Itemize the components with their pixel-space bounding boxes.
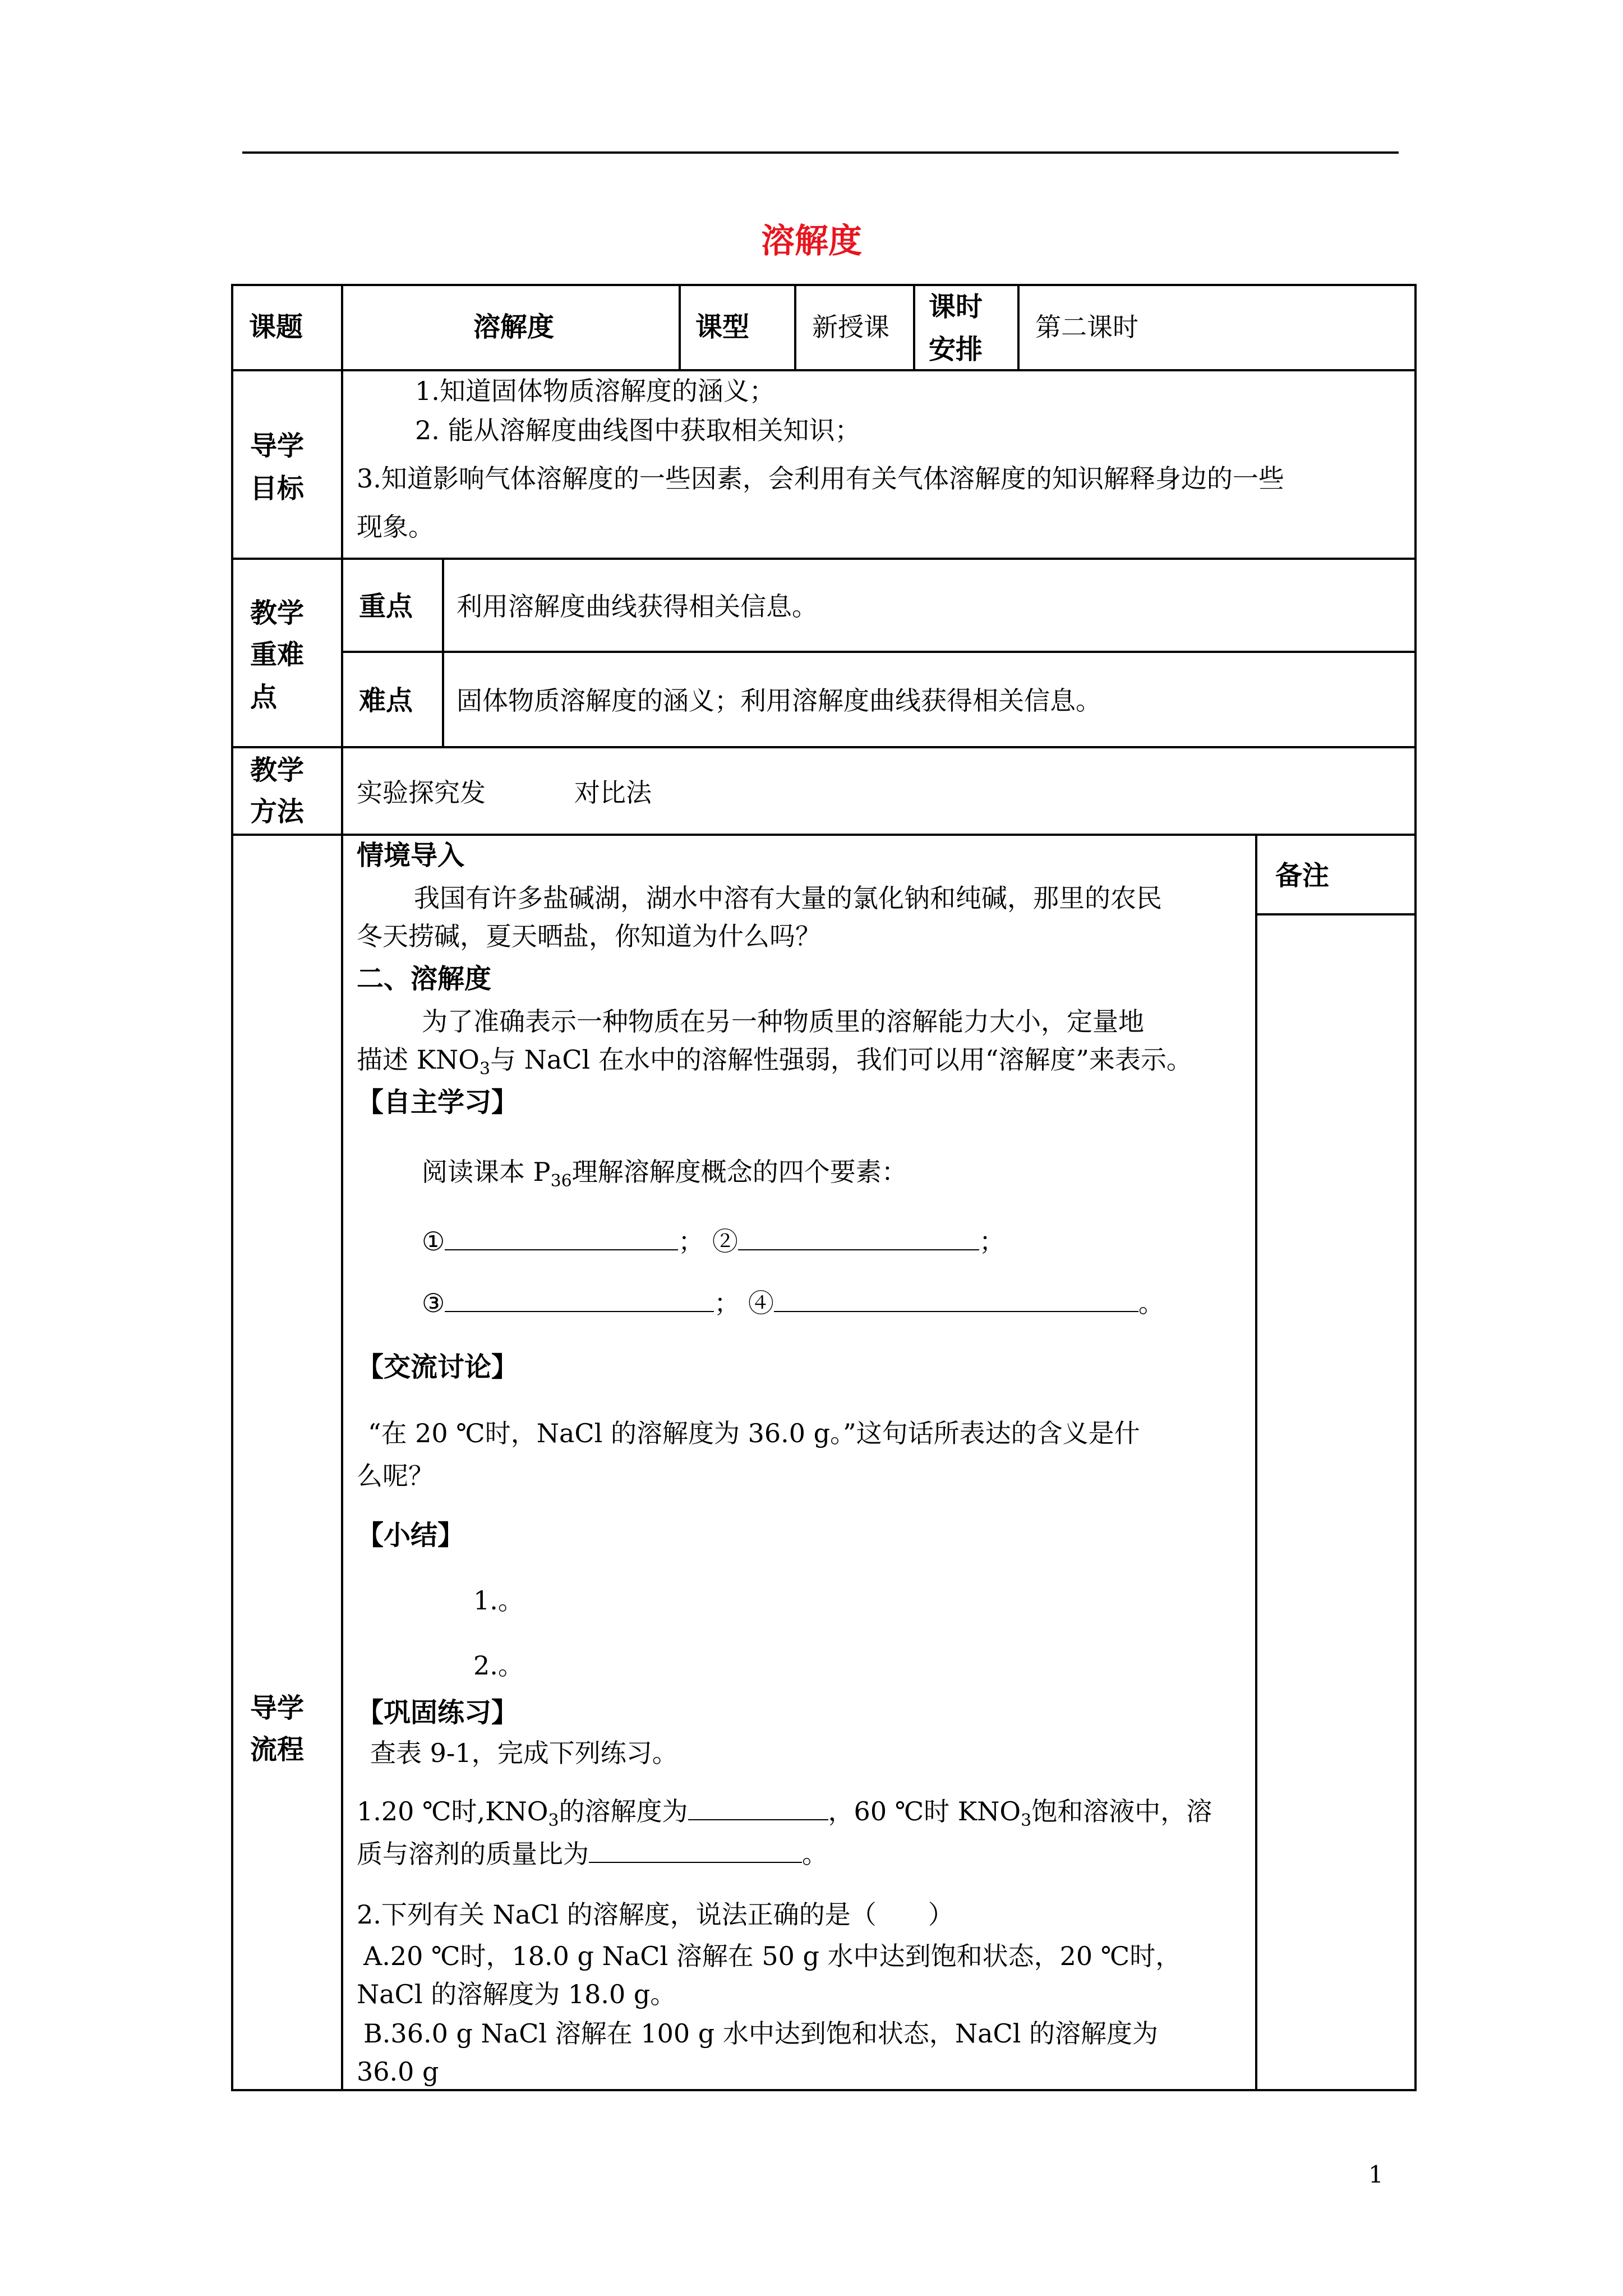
flow-label-2: 流程 — [250, 1734, 305, 1765]
q1-line2-b: 。 — [802, 1839, 828, 1869]
type-value: 新授课 — [812, 312, 889, 342]
blank-3-marker: ③ — [422, 1288, 445, 1318]
focus-value: 利用溶解度曲线获得相关信息。 — [457, 591, 818, 622]
self-study-heading: 【自主学习】 — [357, 1087, 519, 1118]
blank-3-sep: ； — [714, 1288, 740, 1318]
q1-c: ，60 ℃时 KNO — [828, 1796, 1021, 1826]
header-rule — [242, 151, 1399, 154]
blank-1-sep: ； — [678, 1226, 704, 1257]
discussion-line-1: “在 20 ℃时，NaCl 的溶解度为 36.0 g。”这句话所表达的含义是什 — [368, 1418, 1140, 1448]
focus-label: 重点 — [359, 591, 413, 622]
keypoints-label-1: 教学 — [250, 597, 305, 629]
topic-label: 课题 — [249, 311, 303, 343]
goal-item-2: 2. 能从溶解度曲线图中获取相关知识； — [415, 415, 861, 445]
schedule-label-2: 安排 — [929, 334, 983, 365]
difficulty-label: 难点 — [359, 685, 413, 716]
summary-item-2: 2.。 — [473, 1650, 524, 1681]
blank-1-line[interactable] — [445, 1227, 678, 1250]
q1-sub-2: 3 — [1021, 1811, 1032, 1831]
keypoints-label-2: 重难 — [250, 639, 305, 670]
page-number: 1 — [1368, 2161, 1384, 2188]
read-instruction-a: 阅读课本 P — [422, 1157, 551, 1187]
method-label-2: 方法 — [250, 796, 305, 827]
question-1-line-2 — [357, 1835, 828, 1872]
keypoints-label-3: 点 — [250, 682, 278, 713]
q1-d: 饱和溶液中，溶 — [1031, 1796, 1212, 1826]
discussion-line-2: 么呢？ — [357, 1461, 434, 1491]
goal-item-3-line1: 3.知道影响气体溶解度的一些因素，会利用有关气体溶解度的知识解释身边的一些 — [357, 463, 1284, 494]
notes-label: 备注 — [1275, 860, 1330, 891]
summary-item-1: 1.。 — [473, 1585, 524, 1616]
section2-line-2-sub: 3 — [479, 1059, 491, 1079]
section2-line-1: 为了准确表示一种物质在另一种物质里的溶解能力大小，定量地 — [422, 1006, 1144, 1037]
q1-a: 1.20 ℃时,KNO — [357, 1796, 548, 1826]
section2-heading: 二、溶解度 — [357, 963, 492, 995]
read-instruction-sub: 36 — [550, 1171, 572, 1191]
q1-blank-2[interactable] — [589, 1839, 802, 1863]
section2-line-2-b: 与 NaCl 在水中的溶解性强弱，我们可以用“溶解度”来表示。 — [490, 1045, 1192, 1075]
topic-value: 溶解度 — [473, 311, 555, 343]
read-instruction — [422, 1153, 907, 1190]
intro-heading: 情境导入 — [357, 840, 465, 871]
goals-label-2: 目标 — [250, 473, 305, 504]
q2-option-a-line-2: NaCl 的溶解度为 18.0 g。 — [357, 1979, 676, 2009]
intro-line-2: 冬天捞碱，夏天晒盐，你知道为什么吗？ — [357, 921, 821, 951]
blank-2-line[interactable] — [738, 1227, 979, 1250]
blanks-row-1 — [422, 1223, 1005, 1260]
read-instruction-b: 理解溶解度概念的四个要素： — [571, 1157, 907, 1187]
method-value-2: 对比法 — [574, 777, 652, 808]
cell-notes — [1255, 913, 1417, 2091]
difficulty-value: 固体物质溶解度的涵义；利用溶解度曲线获得相关信息。 — [457, 685, 1101, 716]
cell-flow-label — [231, 834, 343, 2091]
goal-item-1: 1.知道固体物质溶解度的涵义； — [415, 376, 775, 406]
schedule-label-1: 课时 — [929, 291, 983, 323]
blank-1-marker: ① — [422, 1226, 445, 1257]
blank-2-sep: ； — [979, 1226, 1005, 1257]
blank-4-line[interactable] — [774, 1289, 1138, 1312]
q1-b: 的溶解度为 — [559, 1796, 688, 1826]
section2-line-2 — [357, 1041, 1192, 1078]
blank-4-sep: 。 — [1138, 1288, 1164, 1318]
summary-heading: 【小结】 — [357, 1520, 465, 1551]
blank-2-marker: ② — [712, 1226, 738, 1257]
type-label: 课型 — [695, 311, 750, 343]
q1-blank-1[interactable] — [688, 1797, 828, 1820]
q2-option-b-line-2: 36.0 g — [357, 2056, 439, 2087]
practice-intro: 查表 9-1，完成下列练习。 — [370, 1738, 678, 1768]
q1-sub-1: 3 — [548, 1811, 559, 1831]
method-label-1: 教学 — [250, 754, 305, 786]
cell-goals-label — [231, 369, 343, 560]
goals-label-1: 导学 — [250, 430, 305, 462]
question-1-line-1 — [357, 1793, 1212, 1830]
blank-3-line[interactable] — [445, 1289, 714, 1312]
practice-heading: 【巩固练习】 — [357, 1697, 519, 1728]
blanks-row-2 — [422, 1285, 1164, 1322]
discussion-heading: 【交流讨论】 — [357, 1351, 519, 1383]
blank-4-marker: ④ — [748, 1288, 774, 1318]
flow-label-1: 导学 — [250, 1692, 305, 1724]
section2-line-2-a: 描述 KNO — [357, 1045, 479, 1075]
schedule-value: 第二课时 — [1035, 312, 1138, 342]
q1-line2-a: 质与溶剂的质量比为 — [357, 1839, 589, 1869]
q2-option-a-line-1: A.20 ℃时，18.0 g NaCl 溶解在 50 g 水中达到饱和状态，20 ℃时， — [363, 1941, 1182, 1971]
cell-method — [341, 746, 1417, 836]
intro-line-1: 我国有许多盐碱湖，湖水中溶有大量的氯化钠和纯碱，那里的农民 — [414, 883, 1162, 913]
q2-option-b-line-1: B.36.0 g NaCl 溶解在 100 g 水中达到饱和状态，NaCl 的溶解度为 — [363, 2018, 1159, 2049]
document-title: 溶解度 — [761, 222, 862, 261]
method-value-1: 实验探究发 — [357, 777, 486, 808]
goal-item-3-line2: 现象。 — [357, 512, 434, 542]
question-2: 2.下列有关 NaCl 的溶解度，说法正确的是（ ） — [357, 1899, 954, 1930]
